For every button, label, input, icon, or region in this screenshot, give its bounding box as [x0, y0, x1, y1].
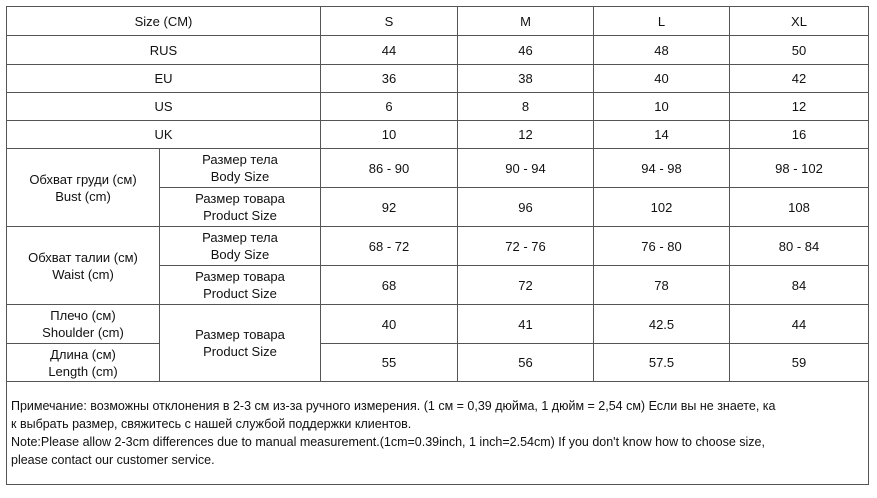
table-cell: 92 [321, 188, 458, 227]
table-cell: 14 [594, 121, 730, 149]
table-row-bust-body [7, 149, 869, 188]
size-chart-table [6, 6, 869, 485]
table-cell: 40 [321, 305, 458, 344]
table-cell: 42 [730, 65, 869, 93]
shoulder-label-en: Shoulder (cm) [42, 325, 124, 340]
table-cell: 10 [594, 93, 730, 121]
table-cell: 78 [594, 266, 730, 305]
table-cell: 72 - 76 [458, 227, 594, 266]
table-cell: 38 [458, 65, 594, 93]
table-cell: 40 [594, 65, 730, 93]
sublabel-body-size [160, 149, 321, 188]
header-size-xl: XL [730, 7, 869, 36]
body-size-ru: Размер тела [202, 230, 278, 245]
table-row-eu [7, 65, 869, 93]
waist-label-en: Waist (cm) [52, 266, 114, 282]
body-size-en: Body Size [210, 247, 270, 262]
table-cell: 41 [458, 305, 594, 344]
table-cell: 72 [458, 266, 594, 305]
table-cell: 44 [321, 36, 458, 65]
table-cell: 59 [730, 344, 869, 382]
bust-label-en: Bust (cm) [55, 188, 111, 204]
shoulder-label-ru: Плечо (см) [50, 308, 116, 323]
table-cell: 80 - 84 [730, 227, 869, 266]
table-cell: 68 - 72 [321, 227, 458, 266]
table-cell: 44 [730, 305, 869, 344]
table-cell: 42.5 [594, 305, 730, 344]
product-size-en: Product Size [203, 344, 277, 359]
table-row-length [7, 344, 869, 382]
product-size-ru: Размер товара [195, 327, 285, 342]
product-size-en: Product Size [203, 286, 277, 301]
note-line-en-1: Note:Please allow 2-3cm differences due to manual measurement.(1cm=0.39inch, 1 inch=2.54cm) If you don't know how to choose size, [11, 435, 765, 449]
table-row-uk [7, 121, 869, 149]
table-row-waist-body [7, 227, 869, 266]
row-label-length [7, 344, 160, 382]
note-line-en-2: please contact our customer service. [11, 453, 215, 467]
table-cell: 102 [594, 188, 730, 227]
sublabel-product-size [160, 305, 321, 382]
product-size-ru: Размер товара [195, 269, 285, 284]
header-size-label: Size (CM) [7, 7, 321, 36]
waist-label-ru: Обхват талии (см) [28, 249, 138, 265]
table-cell: 56 [458, 344, 594, 382]
header-size-s: S [321, 7, 458, 36]
body-size-ru: Размер тела [202, 152, 278, 167]
table-header-row [7, 7, 869, 36]
table-cell: 8 [458, 93, 594, 121]
header-size-l: L [594, 7, 730, 36]
table-cell: 57.5 [594, 344, 730, 382]
product-size-en: Product Size [203, 208, 277, 223]
body-size-en: Body Size [210, 169, 270, 184]
note-cell [7, 382, 869, 485]
header-size-m: M [458, 7, 594, 36]
table-cell: 55 [321, 344, 458, 382]
table-cell: 6 [321, 93, 458, 121]
row-label-us: US [7, 93, 321, 121]
row-label-eu: EU [7, 65, 321, 93]
row-label-waist [7, 227, 160, 305]
table-cell: 36 [321, 65, 458, 93]
row-label-rus: RUS [7, 36, 321, 65]
table-cell: 48 [594, 36, 730, 65]
bust-label-ru: Обхват груди (см) [29, 171, 137, 187]
table-cell: 10 [321, 121, 458, 149]
table-cell: 46 [458, 36, 594, 65]
table-cell: 16 [730, 121, 869, 149]
row-label-shoulder [7, 305, 160, 344]
table-cell: 96 [458, 188, 594, 227]
table-row-note [7, 382, 869, 485]
table-row-shoulder [7, 305, 869, 344]
table-cell: 76 - 80 [594, 227, 730, 266]
length-label-ru: Длина (см) [50, 346, 116, 362]
sublabel-product-size [160, 266, 321, 305]
table-row-us [7, 93, 869, 121]
sublabel-product-size [160, 188, 321, 227]
table-cell: 84 [730, 266, 869, 305]
table-cell: 12 [458, 121, 594, 149]
table-cell: 50 [730, 36, 869, 65]
table-cell: 68 [321, 266, 458, 305]
table-cell: 90 - 94 [458, 149, 594, 188]
row-label-uk: UK [7, 121, 321, 149]
note-line-ru-2: к выбрать размер, свяжитесь с нашей службой поддержки клиентов. [11, 417, 412, 431]
note-line-ru-1: Примечание: возможны отклонения в 2-3 см из-за ручного измерения. (1 см = 0,39 дюйма, 1 дюйм = 2,54 см) Если вы не знаете, ка [11, 399, 776, 413]
length-label-en: Length (cm) [48, 363, 118, 379]
table-cell: 108 [730, 188, 869, 227]
row-label-bust [7, 149, 160, 227]
sublabel-body-size [160, 227, 321, 266]
product-size-ru: Размер товара [195, 191, 285, 206]
table-row-rus [7, 36, 869, 65]
table-cell: 12 [730, 93, 869, 121]
table-cell: 86 - 90 [321, 149, 458, 188]
table-cell: 98 - 102 [730, 149, 869, 188]
table-cell: 94 - 98 [594, 149, 730, 188]
